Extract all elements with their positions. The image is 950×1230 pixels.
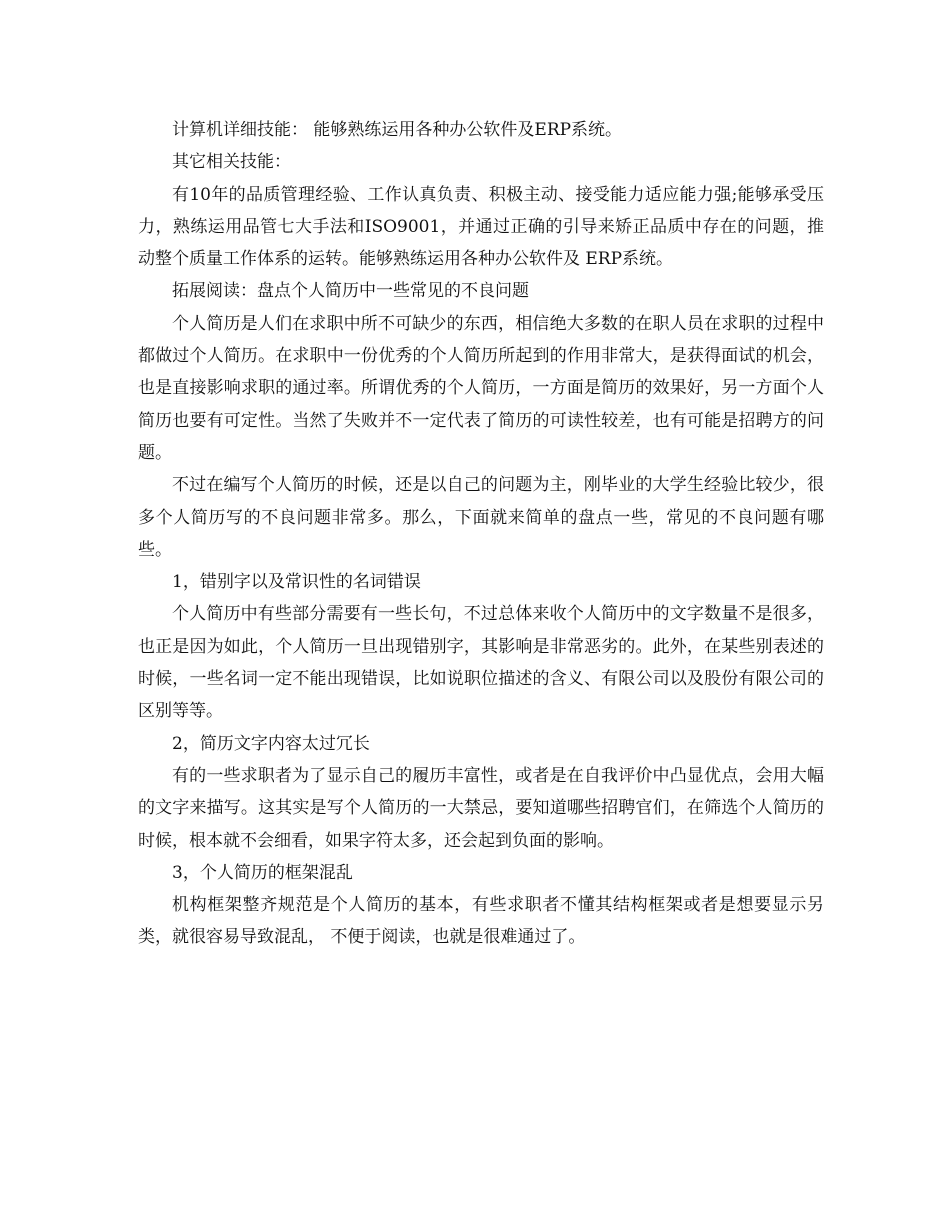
paragraph-common-problems: 不过在编写个人简历的时候，还是以自己的问题为主，刚毕业的大学生经验比较少，很多个人简历写的不良问题非常多。那么，下面就来简单的盘点一些，常见的不良问题有哪些。 [138,475,824,560]
paragraph-extended-reading-heading: 拓展阅读：盘点个人简历中一些常见的不良问题 [172,281,529,302]
document-body [138,114,824,954]
paragraph-other-skills-heading: 其它相关技能： [172,152,291,173]
paragraph-experience: 有10年的品质管理经验、工作认真负责、积极主动、接受能力适应能力强;能够承受压力，熟练运用品管七大手法和ISO9001，并通过正确的引导来矫正品质中存在的问题，推动整个质量工作体系的运转。能够熟练运用各种办公软件及 ERP系统。 [138,184,824,270]
paragraph-point-2-heading: 2，简历文字内容太过冗长 [172,733,370,754]
paragraph-point-3-heading: 3，个人简历的框架混乱 [172,862,353,883]
paragraph-point-1-body: 个人简历中有些部分需要有一些长句，不过总体来收个人简历中的文字数量不是很多，也正是因为如此，个人简历一旦出现错别字，其影响是非常恶劣的。此外，在某些别表述的时候，一些名词一定不能出现错误，比如说职位描述的含义、有限公司以及股份有限公司的区别等等。 [138,604,824,722]
paragraph-resume-intro: 个人简历是人们在求职中所不可缺少的东西，相信绝大多数的在职人员在求职的过程中都做过个人简历。在求职中一份优秀的个人简历所起到的作用非常大，是获得面试的机会，也是直接影响求职的通过率。所谓优秀的个人简历，一方面是简历的效果好，另一方面个人简历也要有可定性。当然了失败并不一定代表了简历的可读性较差，也有可能是招聘方的问题。 [138,313,824,463]
paragraph-point-1-heading: 1，错别字以及常识性的名词错误 [172,572,421,593]
paragraph-point-2-body: 有的一些求职者为了显示自己的履历丰富性，或者是在自我评价中凸显优点，会用大幅的文字来描写。这其实是写个人简历的一大禁忌，要知道哪些招聘官们，在筛选个人简历的时候，根本就不会细看，如果字符太多，还会起到负面的影响。 [138,765,824,851]
paragraph-computer-skills: 计算机详细技能： 能够熟练运用各种办公软件及ERP系统。 [172,120,623,140]
paragraph-point-3-body: 机构框架整齐规范是个人简历的基本，有些求职者不懂其结构框架或者是想要显示另类，就很容易导致混乱， 不便于阅读，也就是很难通过了。 [138,895,824,948]
